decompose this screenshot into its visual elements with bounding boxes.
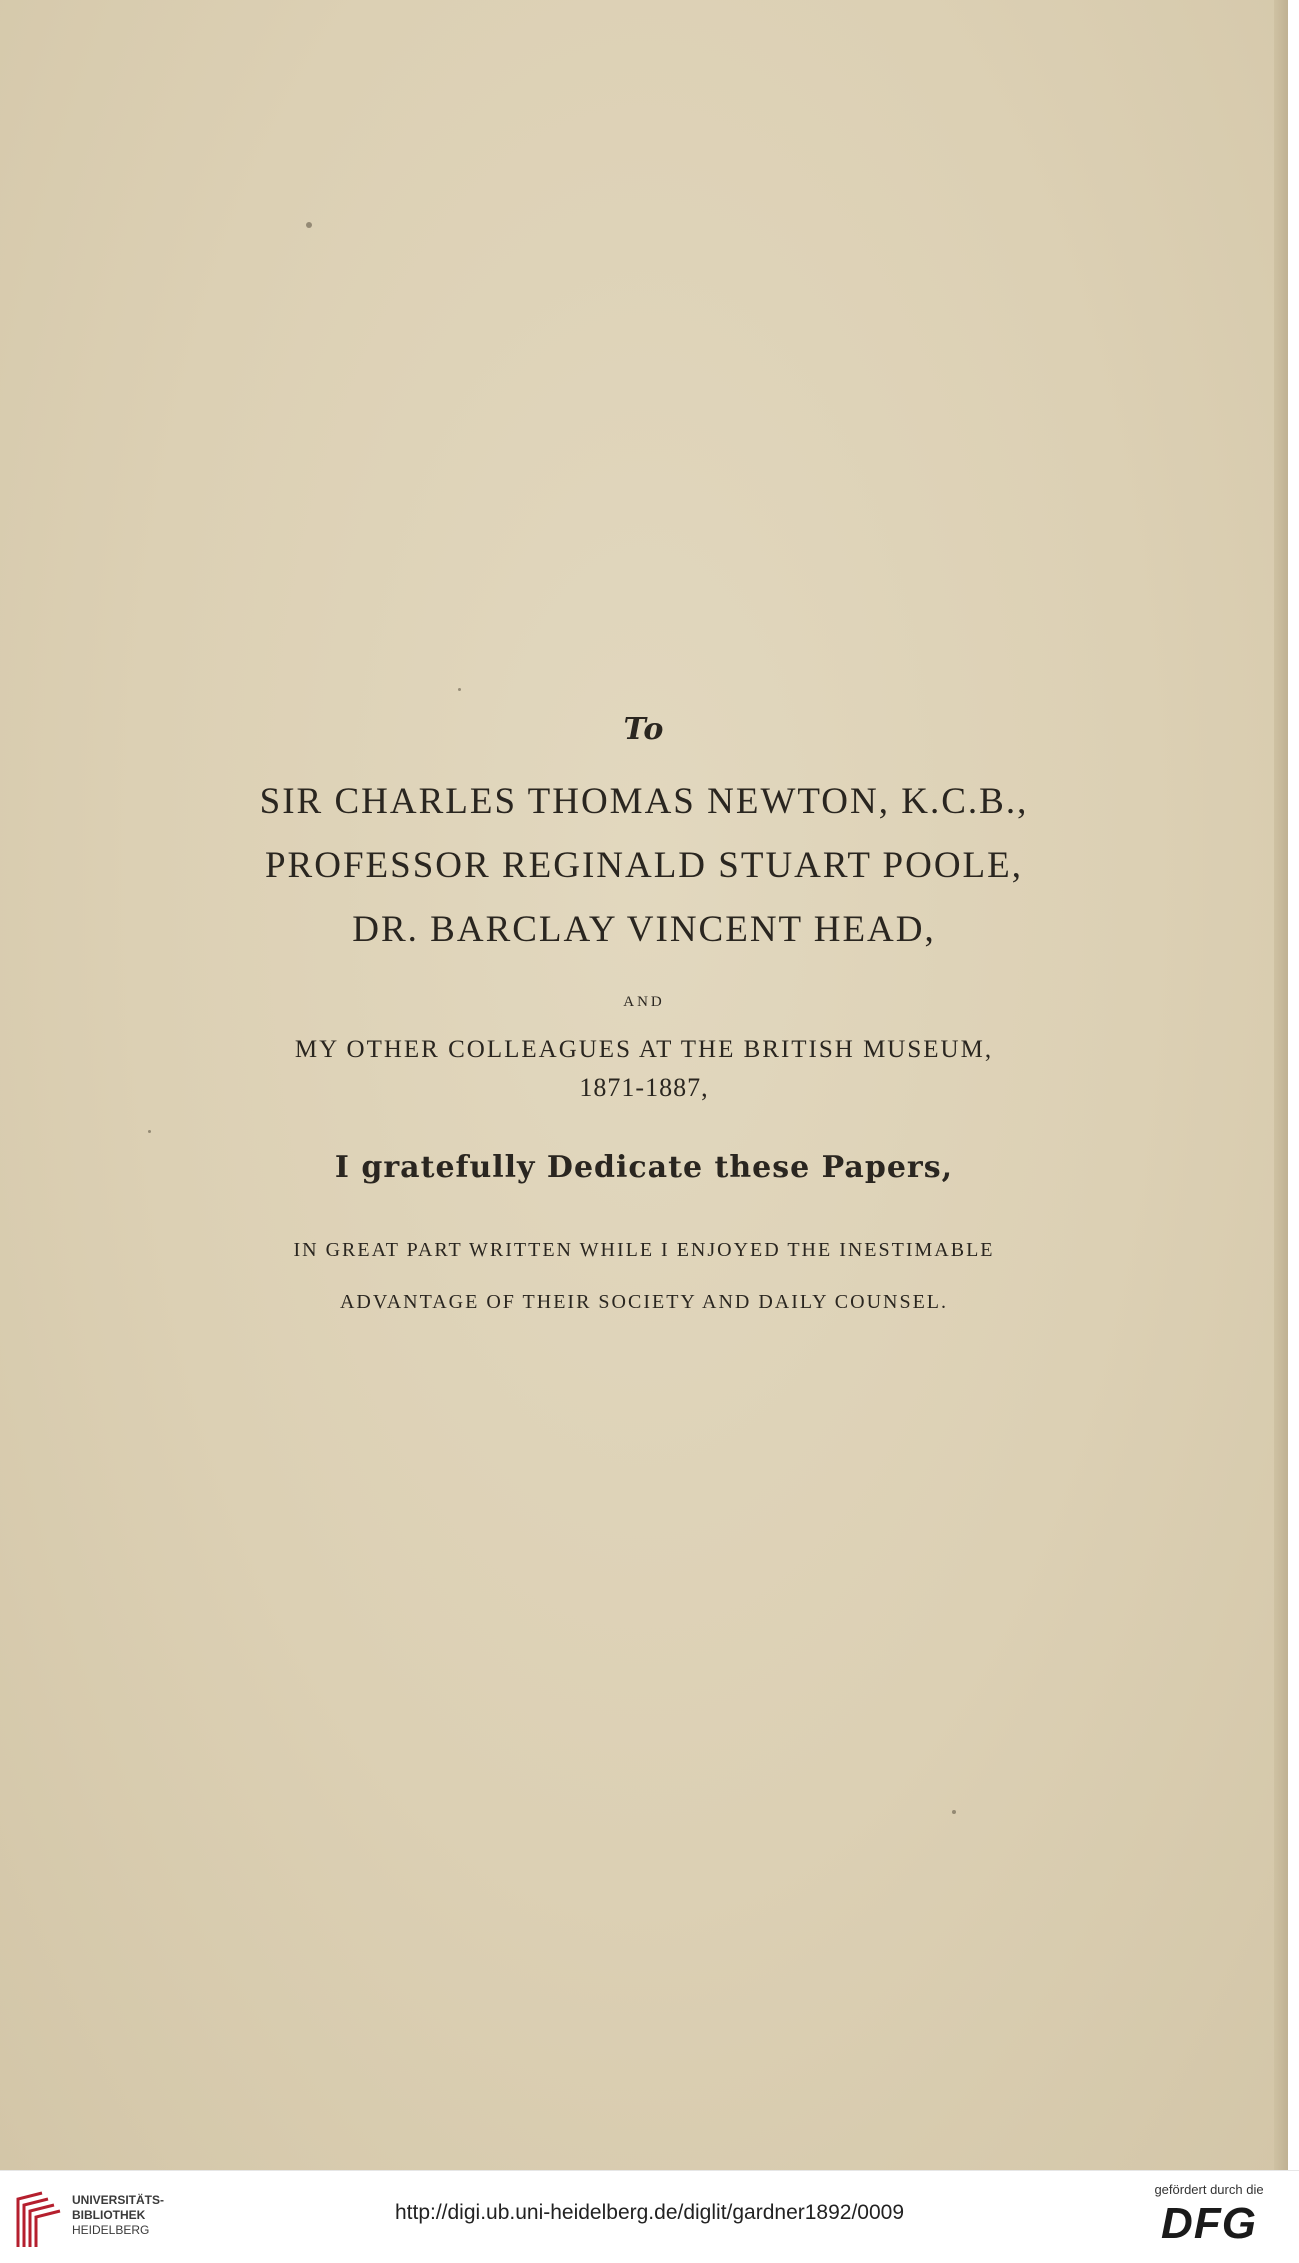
dedicatee-newton: SIR CHARLES THOMAS NEWTON, K.C.B., [259,781,1029,822]
dedication-statement: I gratefully Dedicate these Papers, [334,1150,954,1185]
paper-speck [306,222,312,228]
library-name-line-3: HEIDELBERG [72,2223,150,2237]
dedicatee-head: DR. BARCLAY VINCENT HEAD, [352,909,936,950]
library-name-line-1: UNIVERSITÄTS- [72,2193,165,2207]
permalink-url[interactable]: http://digi.ub.uni-heidelberg.de/diglit/gardner1892/0009 [394,2201,905,2224]
dedication-colleagues: MY OTHER COLLEAGUES AT THE BRITISH MUSEUM, [294,1036,994,1063]
dedication-years: 1871-1887, [579,1073,709,1102]
dedication-and: AND [623,994,665,1010]
dedicatee-poole: PROFESSOR REGINALD STUART POOLE, [264,845,1024,886]
dfg-funding [1139,2181,1279,2249]
dfg-logo[interactable]: DFG [1161,2199,1257,2248]
dedication-line-2: ADVANTAGE OF THEIR SOCIETY AND DAILY COUNSEL. [339,1291,949,1313]
paper-speck [458,688,461,691]
dedication-to: To [623,712,665,747]
library-footer [0,2170,1299,2263]
paper-speck [952,1810,956,1814]
library-name-line-2: BIBLIOTHEK [72,2208,146,2222]
funded-by-text: gefördert durch die [1154,2182,1264,2197]
dedication-block [0,700,1288,1316]
dedication-line-1: IN GREAT PART WRITTEN WHILE I ENJOYED THE INESTIMABLE [293,1239,995,1261]
